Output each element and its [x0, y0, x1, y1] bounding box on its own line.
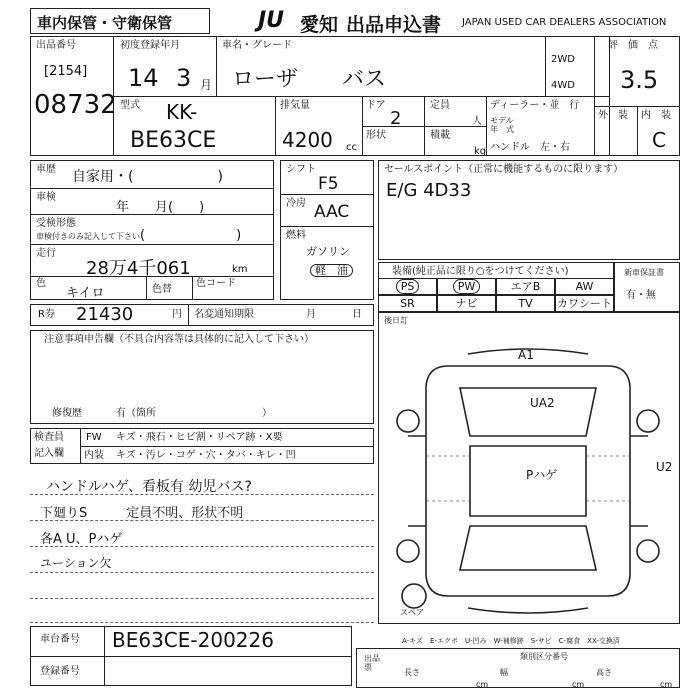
- reg-month-unit: 月: [200, 78, 213, 92]
- shape-label: 形状: [366, 130, 386, 141]
- displacement-unit: cc: [346, 142, 357, 153]
- inspector-label-2: 記入欄: [34, 448, 64, 459]
- fuel-diesel: 軽 油: [310, 264, 353, 277]
- ju-logo-text: JU: [258, 8, 285, 33]
- repair-value: 有（箇所: [116, 408, 156, 419]
- equipment-grid: [378, 278, 614, 312]
- interior-label: 内 装: [641, 110, 671, 121]
- cm-3: cm: [660, 680, 673, 689]
- load-unit: kg: [474, 146, 487, 157]
- equipment-item: [555, 295, 614, 312]
- diagram-a1: A1: [518, 348, 534, 362]
- ac-label: 冷房: [286, 198, 306, 209]
- equipment-item-label: PW: [453, 279, 481, 294]
- notes-label: 注意事項申告欄（不具合内容等は具体的に記入して下さい）: [44, 334, 314, 345]
- title-day: 日: [352, 309, 362, 320]
- chassis-label: 車台番号: [40, 634, 80, 645]
- handwritten-note-4: ユーション欠: [40, 556, 112, 570]
- handwritten-note-3: 各A U、Pハゲ: [40, 532, 123, 547]
- mileage-unit: km: [232, 264, 248, 275]
- new-car-label: 新車保証書: [624, 268, 664, 277]
- repair-close: ）: [262, 408, 272, 419]
- handwritten-note-1: ハンドルハゲ、看板有 幼児バス?: [46, 479, 252, 495]
- equipment-item-label: AW: [575, 280, 594, 293]
- ju-logo: [258, 8, 306, 34]
- grade-value: 3.5: [620, 66, 659, 94]
- drive-4wd: 4WD: [551, 80, 575, 91]
- new-car-value: 有・無: [626, 290, 656, 301]
- equipment-item: [555, 278, 614, 295]
- title-label: 名変通知期限: [194, 309, 254, 320]
- inspector-label-1: 検査員: [34, 432, 64, 443]
- cm-1: cm: [476, 680, 489, 689]
- inspection-sub: 車検付きのみ記入して下さい: [36, 232, 140, 241]
- history-label: 車歴: [36, 164, 56, 175]
- mileage-label: 走行: [36, 248, 56, 259]
- equipment-label: 装備(純正品に限り○をつけてください): [392, 266, 569, 277]
- shift: F5: [318, 174, 339, 194]
- model-year-label: モデル 年 式: [490, 116, 514, 134]
- recycle-label: R券: [38, 309, 55, 320]
- displacement: 4200: [282, 128, 333, 152]
- fuel-gas: ガソリン: [306, 245, 350, 258]
- car-name-label: 車名・グレード: [222, 40, 292, 51]
- fw-tag: FW: [86, 432, 102, 443]
- reg-month: 3: [176, 64, 192, 92]
- equipment-item-label: PS: [396, 279, 420, 294]
- association-name: JAPAN USED CAR DEALERS ASSOCIATION: [462, 17, 667, 28]
- equipment-item: [437, 295, 496, 312]
- in-tag: 内装: [84, 450, 104, 461]
- first-reg-label: 初度登録年月: [120, 40, 180, 51]
- storage-tag: 車内保管・守衛保管: [37, 14, 173, 32]
- diagram-ua2: UA2: [530, 396, 555, 410]
- chassis-value: BE63CE-200226: [112, 628, 274, 652]
- equipment-item-label: ナビ: [455, 297, 478, 310]
- equipment-item-label: エアB: [510, 280, 541, 293]
- load-label: 積載: [430, 130, 450, 141]
- drive-2wd: 2WD: [551, 54, 575, 65]
- displacement-label: 排気量: [280, 100, 310, 111]
- handle-label: ハンドル 左・右: [490, 142, 570, 153]
- equipment-item: [378, 278, 437, 295]
- dealer-label: ディーラー・並 行: [490, 100, 580, 111]
- doors: 2: [390, 108, 402, 129]
- lot-label: 出品番号: [36, 40, 76, 51]
- equipment-item: [496, 295, 555, 312]
- sales-point-label: セールスポイント（正常に機能するものに限ります）: [384, 164, 624, 175]
- storage-tag-box: [30, 8, 210, 34]
- after-fitting-label: 後日訂: [384, 316, 408, 325]
- shift-label: シフト: [286, 164, 316, 175]
- equipment-item: [496, 278, 555, 295]
- org-name: 愛知: [300, 14, 339, 36]
- lot-small: [2154]: [44, 64, 88, 79]
- model-prefix: KK-: [166, 100, 198, 124]
- reg-label: 登録番号: [40, 666, 80, 677]
- color-label: 色: [36, 278, 46, 289]
- equipment-item-label: SR: [400, 297, 415, 310]
- color: キイロ: [66, 286, 105, 301]
- reg-year: 14: [128, 64, 159, 92]
- diagram-pageq: Pハゲ: [526, 468, 558, 482]
- fw-text: キズ・飛石・ヒビ割・リペア跡・X要: [116, 432, 283, 443]
- equipment-item: [437, 278, 496, 295]
- inspection-label: 受検形態: [36, 218, 76, 229]
- sales-point-value: E/G 4D33: [386, 180, 472, 201]
- inspection-value: ( ): [140, 228, 242, 243]
- model-code: BE63CE: [130, 128, 217, 153]
- width-label: 幅: [500, 668, 508, 677]
- sticker-label: 類別区分番号: [520, 652, 568, 661]
- doors-label: ドア: [366, 100, 386, 111]
- equipment-item: [378, 295, 437, 312]
- repair-label: 修復歴: [52, 408, 82, 419]
- cm-2: cm: [572, 680, 585, 689]
- handwritten-note-2: 下廻りS 定員不明、形状不明: [40, 506, 244, 521]
- equipment-item-label: カワシート: [557, 297, 612, 310]
- recycle-unit: 円: [172, 309, 182, 320]
- length-label: 長さ: [404, 668, 420, 677]
- grade-label: 評 価 点: [608, 40, 658, 51]
- diagram-spare: スペア: [400, 608, 424, 617]
- equipment-item-label: TV: [518, 297, 533, 310]
- history-value: 自家用・( ): [72, 169, 223, 185]
- shaken-label: 車検: [36, 192, 56, 203]
- title-month: 月: [306, 309, 316, 320]
- in-text: キズ・汚レ・コゲ・穴・タバ・キレ・凹: [116, 450, 296, 461]
- height-label: 高さ: [596, 668, 612, 677]
- capacity-label: 定員: [430, 100, 450, 111]
- diagram-u2: U2: [656, 460, 673, 474]
- capacity-unit: 人: [472, 116, 482, 127]
- model-label: 型式: [120, 100, 140, 111]
- form-title: 出品申込書: [346, 14, 442, 36]
- ac: AAC: [314, 202, 350, 222]
- diagram-legend: A-キズ E-エクボ U-凹み W-補修跡 S-サビ C-腐食 XX-交換済: [402, 637, 620, 645]
- color-change-label: 色替: [152, 284, 172, 295]
- fuel-label: 燃料: [286, 230, 306, 241]
- cert-label: 出品 票: [364, 654, 380, 672]
- shaken-value: 年 月( ): [116, 200, 205, 215]
- interior-grade: C: [652, 128, 666, 152]
- color-code-label: 色コード: [196, 278, 236, 289]
- car-name: ローザ バス: [232, 67, 387, 92]
- lot-number: 08732: [34, 90, 117, 120]
- mileage: 28万4千061: [86, 258, 191, 279]
- exterior-label: 外 装: [598, 110, 628, 121]
- sales-point-box: [378, 160, 680, 260]
- recycle-amount: 21430: [76, 304, 134, 325]
